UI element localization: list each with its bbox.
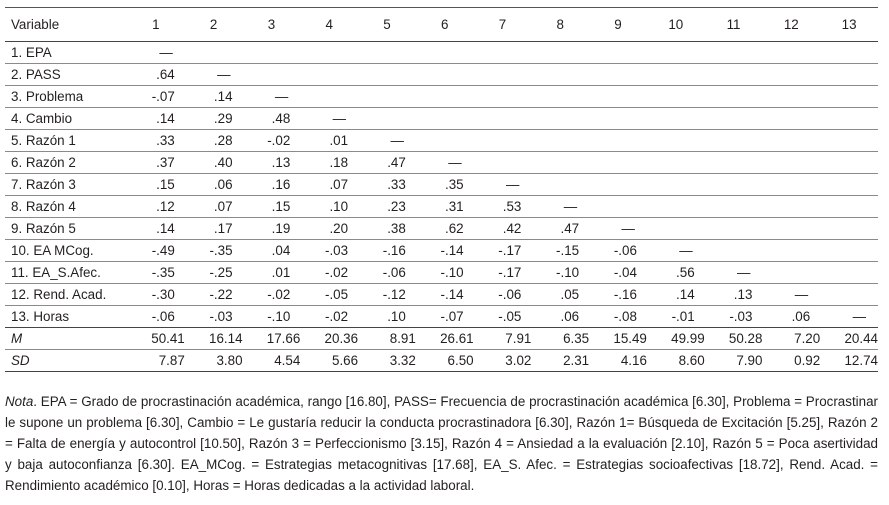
cell-col-11: .13 — [705, 284, 763, 306]
cell-col-2: -.35 — [185, 240, 243, 262]
cell-col-4: .07 — [300, 174, 358, 196]
row-label: 7. Razón 3 — [5, 174, 127, 196]
table-row — [5, 108, 878, 130]
sd-row — [5, 350, 878, 372]
cell-col-7 — [474, 64, 532, 86]
cell-col-1: 50.41 — [127, 328, 185, 350]
header-col-11: 11 — [705, 8, 763, 42]
cell-col-11: 50.28 — [705, 328, 763, 350]
cell-col-2: .06 — [185, 174, 243, 196]
note-text: . EPA = Grado de procrastinación académica, rango [16.80], PASS= Frecuencia de procrastinación académica [6.30], Problema = Procrastinar le supone un problema [6.30], Cambio = Le gustaría reducir la conducta procrastinadora [6.30], Razón 1= Búsqueda de Excitación [5.25], Razón 2 = Falta de energía y autocontrol [10.50], Razón 3 = Perfeccionismo [3.15], Razón 4 = Ansiedad a la evaluación [2.10], Razón 5 = Poca asertividad y baja autoconfianza [6.30]. EA_MCog. = Estrategias metacognitivas [17.68], EA_S. Afec. = Estrategias socioafectivas [18.72], Rend. Acad. = Rendimiento académico [0.10], Horas = Horas dedicadas a la actividad laboral. — [5, 394, 878, 494]
cell-col-8: -.10 — [531, 262, 589, 284]
cell-col-8: 6.35 — [531, 328, 589, 350]
row-label: 3. Problema — [5, 86, 127, 108]
row-label: 12. Rend. Acad. — [5, 284, 127, 306]
cell-col-10: .14 — [647, 284, 705, 306]
cell-col-12 — [762, 174, 820, 196]
cell-col-7: 3.02 — [474, 350, 532, 372]
header-col-10: 10 — [647, 8, 705, 42]
cell-col-13 — [820, 64, 878, 86]
cell-col-8: .47 — [531, 218, 589, 240]
header-col-6: 6 — [416, 8, 474, 42]
cell-col-4: -.03 — [300, 240, 358, 262]
cell-col-4: .10 — [300, 196, 358, 218]
cell-col-9 — [589, 108, 647, 130]
cell-col-12 — [762, 196, 820, 218]
cell-col-1: -.30 — [127, 284, 185, 306]
cell-col-4: .18 — [300, 152, 358, 174]
cell-col-1: .37 — [127, 152, 185, 174]
cell-col-12 — [762, 86, 820, 108]
cell-col-4: -.02 — [300, 262, 358, 284]
cell-col-10 — [647, 86, 705, 108]
cell-col-13 — [820, 218, 878, 240]
cell-col-8: -.15 — [531, 240, 589, 262]
cell-col-1: -.35 — [127, 262, 185, 284]
cell-col-13: 20.44 — [820, 328, 878, 350]
row-label: 4. Cambio — [5, 108, 127, 130]
cell-col-11 — [705, 218, 763, 240]
header-col-2: 2 — [185, 8, 243, 42]
cell-col-10 — [647, 152, 705, 174]
cell-col-4: -.05 — [300, 284, 358, 306]
cell-col-7: -.06 — [474, 284, 532, 306]
cell-col-10: — — [647, 240, 705, 262]
cell-col-13 — [820, 152, 878, 174]
cell-col-1: -.07 — [127, 86, 185, 108]
row-label: 13. Horas — [5, 306, 127, 328]
cell-col-1: .33 — [127, 130, 185, 152]
cell-col-2: .07 — [185, 196, 243, 218]
table-row — [5, 218, 878, 240]
cell-col-9: -.06 — [589, 240, 647, 262]
cell-col-6: .31 — [416, 196, 474, 218]
cell-col-13 — [820, 240, 878, 262]
cell-col-5: 3.32 — [358, 350, 416, 372]
cell-col-5: — — [358, 130, 416, 152]
cell-col-2: 16.14 — [185, 328, 243, 350]
cell-col-3: .15 — [243, 196, 301, 218]
cell-col-1: — — [127, 42, 185, 64]
cell-col-3: 4.54 — [243, 350, 301, 372]
cell-col-10 — [647, 196, 705, 218]
cell-col-10 — [647, 174, 705, 196]
table-row — [5, 152, 878, 174]
cell-col-10 — [647, 42, 705, 64]
cell-col-3 — [243, 64, 301, 86]
cell-col-9 — [589, 174, 647, 196]
cell-col-9: -.08 — [589, 306, 647, 328]
cell-col-4 — [300, 86, 358, 108]
header-col-7: 7 — [474, 8, 532, 42]
cell-col-13 — [820, 262, 878, 284]
table-header-row — [5, 8, 878, 42]
table-row — [5, 86, 878, 108]
header-variable: Variable — [5, 8, 127, 42]
cell-col-8 — [531, 42, 589, 64]
cell-col-6 — [416, 130, 474, 152]
correlation-table — [5, 7, 878, 372]
cell-col-6 — [416, 108, 474, 130]
cell-col-1: -.49 — [127, 240, 185, 262]
cell-col-1: .14 — [127, 218, 185, 240]
cell-col-11: 7.90 — [705, 350, 763, 372]
cell-col-10: 49.99 — [647, 328, 705, 350]
cell-col-7 — [474, 42, 532, 64]
cell-col-11 — [705, 240, 763, 262]
header-col-5: 5 — [358, 8, 416, 42]
cell-col-1: -.06 — [127, 306, 185, 328]
cell-col-6: — — [416, 152, 474, 174]
cell-col-5: .38 — [358, 218, 416, 240]
cell-col-1: .15 — [127, 174, 185, 196]
cell-col-7 — [474, 130, 532, 152]
cell-col-3: .19 — [243, 218, 301, 240]
cell-col-4: 5.66 — [300, 350, 358, 372]
table-row — [5, 130, 878, 152]
cell-col-7 — [474, 152, 532, 174]
header-col-9: 9 — [589, 8, 647, 42]
cell-col-5: .47 — [358, 152, 416, 174]
cell-col-4 — [300, 64, 358, 86]
cell-col-11 — [705, 108, 763, 130]
cell-col-13 — [820, 196, 878, 218]
cell-col-11 — [705, 86, 763, 108]
cell-col-9 — [589, 86, 647, 108]
cell-col-10 — [647, 130, 705, 152]
cell-col-3: -.02 — [243, 284, 301, 306]
cell-col-6 — [416, 42, 474, 64]
table-row — [5, 174, 878, 196]
cell-col-8: — — [531, 196, 589, 218]
cell-col-13 — [820, 108, 878, 130]
cell-col-2: .29 — [185, 108, 243, 130]
cell-col-4: .20 — [300, 218, 358, 240]
row-label: 2. PASS — [5, 64, 127, 86]
cell-col-13 — [820, 130, 878, 152]
cell-col-13 — [820, 284, 878, 306]
table-row — [5, 262, 878, 284]
cell-col-12: 0.92 — [762, 350, 820, 372]
cell-col-6: -.14 — [416, 240, 474, 262]
cell-col-7 — [474, 108, 532, 130]
cell-col-3 — [243, 42, 301, 64]
cell-col-7: — — [474, 174, 532, 196]
cell-col-12 — [762, 108, 820, 130]
cell-col-7: -.17 — [474, 240, 532, 262]
cell-col-6: 26.61 — [416, 328, 474, 350]
cell-col-3: 17.66 — [243, 328, 301, 350]
cell-col-13: 12.74 — [820, 350, 878, 372]
cell-col-5 — [358, 64, 416, 86]
row-label: 9. Razón 5 — [5, 218, 127, 240]
cell-col-9 — [589, 130, 647, 152]
cell-col-3: -.10 — [243, 306, 301, 328]
row-label: 11. EA_S.Afec. — [5, 262, 127, 284]
cell-col-6: -.10 — [416, 262, 474, 284]
cell-col-11 — [705, 174, 763, 196]
cell-col-9: 4.16 — [589, 350, 647, 372]
cell-col-2: 3.80 — [185, 350, 243, 372]
cell-col-7: .53 — [474, 196, 532, 218]
cell-col-8 — [531, 130, 589, 152]
cell-col-3: .04 — [243, 240, 301, 262]
cell-col-10: 8.60 — [647, 350, 705, 372]
cell-col-3: .01 — [243, 262, 301, 284]
cell-col-5: 8.91 — [358, 328, 416, 350]
cell-col-13: — — [820, 306, 878, 328]
cell-col-9: -.04 — [589, 262, 647, 284]
cell-col-5: .33 — [358, 174, 416, 196]
cell-col-3: -.02 — [243, 130, 301, 152]
cell-col-12: 7.20 — [762, 328, 820, 350]
header-col-3: 3 — [243, 8, 301, 42]
cell-col-6 — [416, 64, 474, 86]
cell-col-4 — [300, 42, 358, 64]
cell-col-4: -.02 — [300, 306, 358, 328]
cell-col-6 — [416, 86, 474, 108]
cell-col-10 — [647, 218, 705, 240]
row-label: 5. Razón 1 — [5, 130, 127, 152]
cell-col-5: .10 — [358, 306, 416, 328]
cell-col-13 — [820, 42, 878, 64]
cell-col-7: -.17 — [474, 262, 532, 284]
cell-col-7: .42 — [474, 218, 532, 240]
cell-col-4: — — [300, 108, 358, 130]
header-col-8: 8 — [531, 8, 589, 42]
cell-col-8 — [531, 174, 589, 196]
header-col-4: 4 — [300, 8, 358, 42]
cell-col-2: — — [185, 64, 243, 86]
cell-col-8: .06 — [531, 306, 589, 328]
row-label: 8. Razón 4 — [5, 196, 127, 218]
cell-col-12 — [762, 42, 820, 64]
cell-col-6: 6.50 — [416, 350, 474, 372]
cell-col-11 — [705, 196, 763, 218]
cell-col-11 — [705, 152, 763, 174]
cell-col-13 — [820, 86, 878, 108]
cell-col-5: -.12 — [358, 284, 416, 306]
header-col-13: 13 — [820, 8, 878, 42]
cell-col-9: -.16 — [589, 284, 647, 306]
table-row — [5, 64, 878, 86]
cell-col-11: -.03 — [705, 306, 763, 328]
cell-col-10: .56 — [647, 262, 705, 284]
cell-col-11 — [705, 64, 763, 86]
cell-col-1: .12 — [127, 196, 185, 218]
cell-col-11 — [705, 130, 763, 152]
cell-col-5 — [358, 42, 416, 64]
row-label: M — [5, 328, 127, 350]
row-label: 6. Razón 2 — [5, 152, 127, 174]
cell-col-13 — [820, 174, 878, 196]
cell-col-11: — — [705, 262, 763, 284]
cell-col-8: .05 — [531, 284, 589, 306]
mean-row — [5, 328, 878, 350]
cell-col-8 — [531, 108, 589, 130]
cell-col-6: .35 — [416, 174, 474, 196]
cell-col-12: — — [762, 284, 820, 306]
cell-col-2: .14 — [185, 86, 243, 108]
correlation-table-container — [5, 7, 878, 372]
cell-col-12 — [762, 240, 820, 262]
cell-col-12 — [762, 64, 820, 86]
cell-col-7: 7.91 — [474, 328, 532, 350]
cell-col-8 — [531, 152, 589, 174]
row-label: SD — [5, 350, 127, 372]
table-body — [5, 42, 878, 372]
cell-col-12 — [762, 218, 820, 240]
cell-col-4: .01 — [300, 130, 358, 152]
cell-col-9 — [589, 42, 647, 64]
table-note — [5, 391, 878, 496]
cell-col-5 — [358, 86, 416, 108]
table-row — [5, 196, 878, 218]
cell-col-5: -.06 — [358, 262, 416, 284]
cell-col-5 — [358, 108, 416, 130]
cell-col-8 — [531, 86, 589, 108]
cell-col-1: .14 — [127, 108, 185, 130]
cell-col-9 — [589, 196, 647, 218]
cell-col-11 — [705, 42, 763, 64]
cell-col-5: -.16 — [358, 240, 416, 262]
cell-col-2 — [185, 42, 243, 64]
cell-col-7 — [474, 86, 532, 108]
cell-col-6: .62 — [416, 218, 474, 240]
cell-col-3: .16 — [243, 174, 301, 196]
cell-col-9 — [589, 152, 647, 174]
cell-col-3: — — [243, 86, 301, 108]
cell-col-12 — [762, 262, 820, 284]
cell-col-2: .17 — [185, 218, 243, 240]
cell-col-1: .64 — [127, 64, 185, 86]
cell-col-5: .23 — [358, 196, 416, 218]
cell-col-4: 20.36 — [300, 328, 358, 350]
cell-col-9 — [589, 64, 647, 86]
cell-col-12 — [762, 130, 820, 152]
header-col-1: 1 — [127, 8, 185, 42]
cell-col-3: .48 — [243, 108, 301, 130]
cell-col-2: -.25 — [185, 262, 243, 284]
cell-col-10 — [647, 108, 705, 130]
cell-col-2: -.22 — [185, 284, 243, 306]
cell-col-8: 2.31 — [531, 350, 589, 372]
cell-col-9: 15.49 — [589, 328, 647, 350]
cell-col-2: .40 — [185, 152, 243, 174]
cell-col-2: .28 — [185, 130, 243, 152]
table-row — [5, 284, 878, 306]
cell-col-12 — [762, 152, 820, 174]
cell-col-10 — [647, 64, 705, 86]
header-col-12: 12 — [762, 8, 820, 42]
table-row — [5, 42, 878, 64]
cell-col-1: 7.87 — [127, 350, 185, 372]
cell-col-9: — — [589, 218, 647, 240]
cell-col-10: -.01 — [647, 306, 705, 328]
table-row — [5, 240, 878, 262]
cell-col-3: .13 — [243, 152, 301, 174]
note-lead: Nota — [5, 394, 34, 410]
table-row — [5, 306, 878, 328]
cell-col-6: -.14 — [416, 284, 474, 306]
cell-col-8 — [531, 64, 589, 86]
row-label: 1. EPA — [5, 42, 127, 64]
row-label: 10. EA MCog. — [5, 240, 127, 262]
cell-col-7: -.05 — [474, 306, 532, 328]
cell-col-6: -.07 — [416, 306, 474, 328]
cell-col-2: -.03 — [185, 306, 243, 328]
cell-col-12: .06 — [762, 306, 820, 328]
